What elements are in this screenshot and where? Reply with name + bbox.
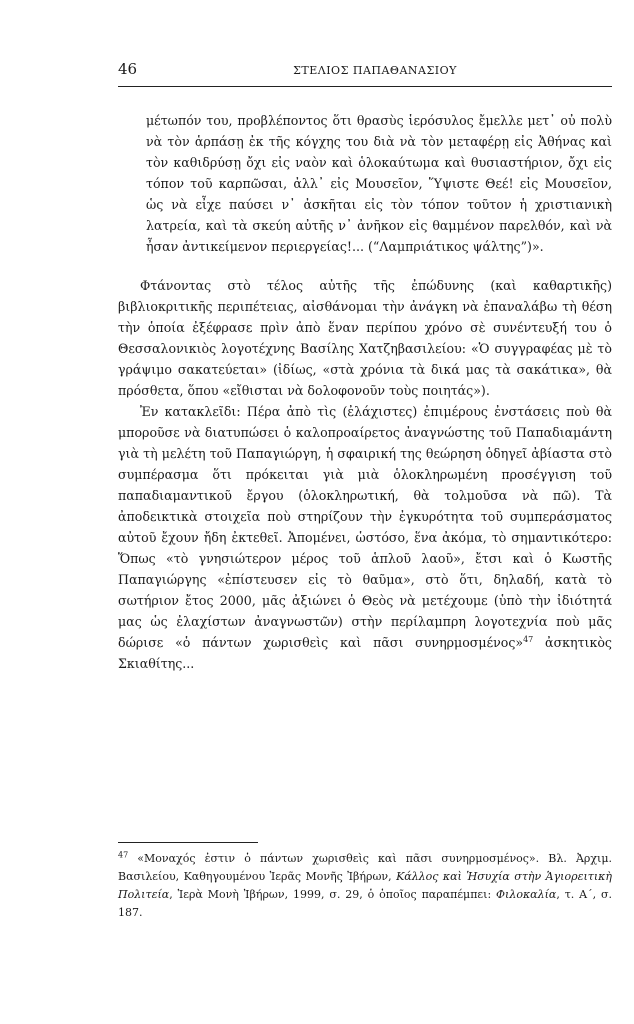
block-quote: μέτωπόν του, προβλέποντος ὅτι θρασὺς ἱερόσυλος ἔμελλε μετ᾽ οὐ πολὺ νὰ τὸν ἁρπάσῃ ἐκ τῆς κόγχης του διὰ νὰ τὸν μεταφέρῃ εἰς Ἀθήνας καὶ τὸν καθιδρύσῃ ὄχι εἰς ναὸν καὶ ὁλοκαύτωμα καὶ θυσιαστήριον, ὄχι εἰς τόπον τοῦ καρπῶσαι, ἀλλ᾽ εἰς Μουσεῖον, Ὕψιστε Θεέ! εἰς Μουσεῖον, ὡς νὰ εἶχε παύσει ν᾽ ἀσκῆται εἰς τὸν τόπον τοῦτον ἡ χριστιανικὴ λατρεία, καὶ τὰ σκεύη αὐτῆς ν᾽ ἀνῆκον εἰς θαμμένον παρελθόν, καὶ νὰ ἦσαν ἀντικείμενον περιεργείας!... (“Λαμπριάτικος ψάλτης”)». [146,113,612,254]
footnote-rule [118,842,258,843]
footnote-number: 47 [118,850,129,860]
paragraph-text-end: ἀσκητικὸς Σκιαθίτης... [118,635,612,671]
header-rule [118,86,612,87]
page-number: 46 [118,60,138,78]
paragraph-text: Ἐν κατακλεῖδι: Πέρα ἀπὸ τὶς (ἐλάχιστες) ἐπιμέρους ἐνστάσεις ποὺ θὰ μποροῦσε νὰ διατυπώσει ὁ καλοπροαίρετος ἀναγνώστης τοῦ Παπαδιαμάντη γιὰ τὴ μελέτη τοῦ Παπαγιώργη, ἡ σφαιρική της θεώρηση ὁδηγεῖ ἀβίαστα στὸ συμπέρασμα ὅτι πρόκειται γιὰ μιὰ ὁλοκληρωμένη προσέγγιση τοῦ παπαδιαμαντικοῦ ἔργου (ὁλοκληρωτική, θὰ τολμοῦσα νὰ πῶ). Τὰ ἀποδεικτικὰ στοιχεῖα ποὺ στηρίζουν τὴν ἐγκυρότητα τοῦ συμπεράσματος αὐτοῦ ἔχουν ἤδη ἐκτεθεῖ. Ἀπομένει, ὡστόσο, ἕνα ἀκόμα, τὸ σημαντικότερο: Ὅπως «τὸ γνησιώτερον μέρος τοῦ ἁπλοῦ λαοῦ», ἔτσι καὶ ὁ Κωστῆς Παπαγιώργης «ἐπίστευσεν εἰς τὸ θαῦμα», στὸ ὅτι, δηλαδή, κατὰ τὸ σωτήριον ἔτος 2000, μᾶς ἀξιώνει ὁ Θεὸς νὰ μετέχουμε (ὑπὸ τὴν ἰδιότητά μας ὡς ἐλαχίστων ἀναγνωστῶν) στὴν περίλαμπρη λογοτεχνία ποὺ μᾶς δώρισε «ὁ πάντων χωρισθεὶς καὶ πᾶσι συνηρμοσμένος» [118,404,612,650]
footnote-title: Φιλοκαλία [496,888,557,901]
running-title: ΣΤΕΛΙΟΣ ΠΑΠΑΘΑΝΑΣΙΟΥ [293,64,457,77]
footnote [118,850,612,922]
main-text [118,110,612,674]
footnote-text: , τ. Α΄, σ. 187. [118,888,612,919]
footnote-text: «Μοναχός ἐστιν ὁ πάντων χωρισθεὶς καὶ πᾶσι συνηρμοσμένος». Βλ. Ἀρχιμ. Βασιλείου, Καθηγουμένου Ἱερᾶς Μονῆς Ἰβήρων, [118,852,612,883]
footnote-text: , Ἱερὰ Μονὴ Ἰβήρων, 1999, σ. 29, ὁ ὁποῖος παραπέμπει: [169,888,497,901]
paragraph: Φτάνοντας στὸ τέλος αὐτῆς τῆς ἐπώδυνης (καὶ καθαρτικῆς) βιβλιοκριτικῆς περιπέτειας, αἰσθάνομαι τὴν ἀνάγκη νὰ ἐπαναλάβω τὴ θέση τὴν ὁποία ἐξέφρασε πρὶν ἀπὸ ἕναν περίπου χρόνο σὲ συνέντευξή του ὁ Θεσσαλονικιὸς λογοτέχνης Βασίλης Χατζηβασιλείου: «Ὁ συγγραφέας μὲ τὸ γράψιμο σακατεύεται» (ἰδίως, «στὰ χρόνια τὰ δικά μας τὰ σακάτικα», θὰ πρόσθετα, ὅπου «εἴθισται νὰ δολοφονοῦν τοὺς ποιητάς»). [118,278,612,398]
paragraph [118,401,612,674]
footnote-reference[interactable]: 47 [523,634,534,644]
footnote-title: Κάλλος καὶ Ἡσυχία στὴν Ἁγιορειτικὴ Πολιτεία [118,870,612,901]
